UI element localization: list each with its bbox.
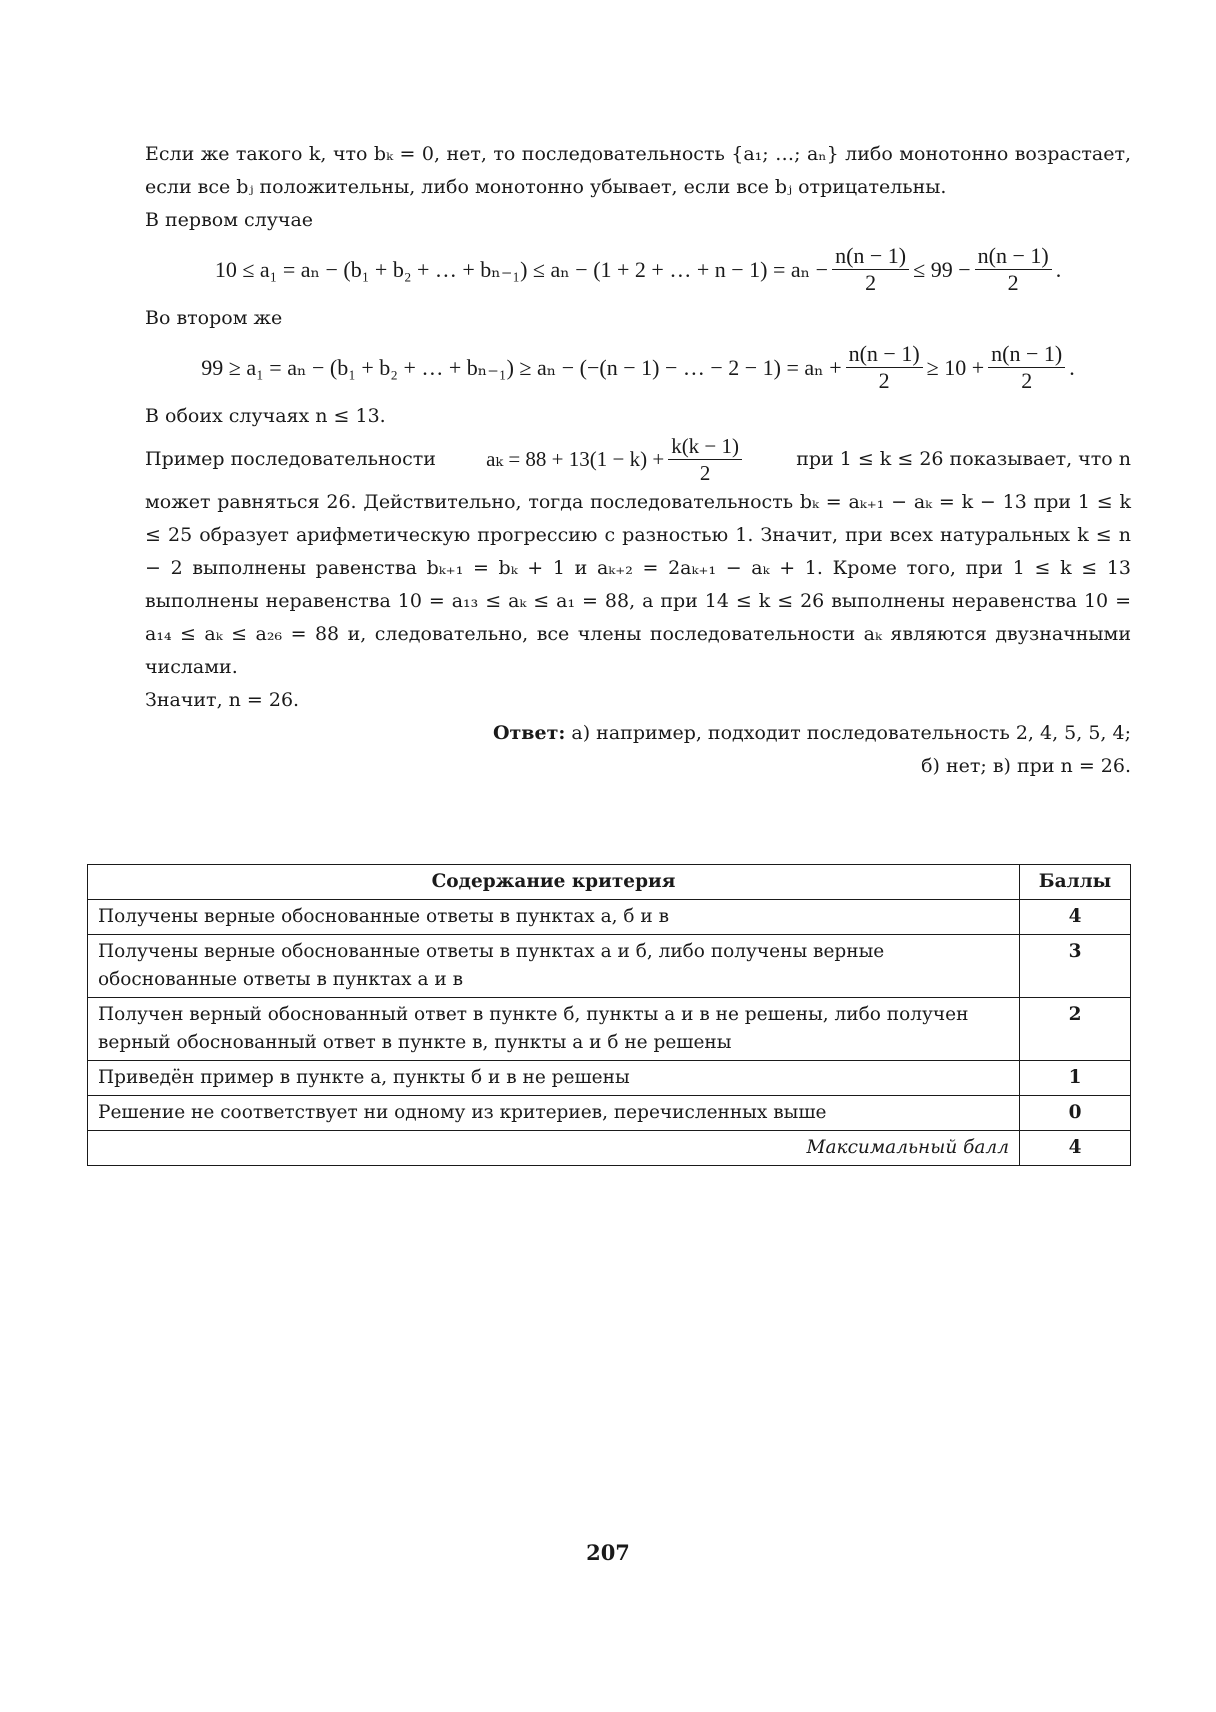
criterion-points: 1 <box>1020 1061 1131 1096</box>
fraction <box>832 243 909 296</box>
fraction-denominator: 2 <box>1021 368 1033 393</box>
formula-second-end: . <box>1069 355 1075 380</box>
formula-first-left: 10 ≤ a₁ = aₙ − (b₁ + b₂ + … + bₙ₋₁) ≤ aₙ − (1 + 2 + … + n − 1) = aₙ − <box>214 257 829 282</box>
criterion-text: Получены верные обоснованные ответы в пунктах а, б и в <box>88 900 1020 935</box>
formula-first-case <box>145 243 1131 296</box>
criteria-table <box>87 864 1131 1166</box>
criterion-text: Получен верный обоснованный ответ в пункте б, пункты а и в не решены, либо получен верный обоснованный ответ в пункте в, пункты а и б не решены <box>88 998 1020 1061</box>
header-points: Баллы <box>1020 865 1131 900</box>
fraction <box>668 433 742 486</box>
criterion-points: 0 <box>1020 1096 1131 1131</box>
example-label: Пример последовательности <box>145 448 436 470</box>
answer-line-2: б) нет; в) при n = 26. <box>921 755 1131 777</box>
solution-text <box>145 138 1131 783</box>
paragraph-both-cases: В обоих случаях n ≤ 13. <box>145 405 386 427</box>
paragraph-first-case: В первом случае <box>145 209 314 231</box>
table-row <box>88 1061 1131 1096</box>
fraction-numerator: n(n − 1) <box>832 243 909 270</box>
table-row <box>88 998 1131 1061</box>
fraction <box>846 341 923 394</box>
criterion-points: 4 <box>1020 900 1131 935</box>
formula-first-mid: ≤ 99 − <box>913 257 971 282</box>
fraction-denominator: 2 <box>1007 270 1019 295</box>
paragraph-verification: может равняться 26. Действительно, тогда последовательность bₖ = aₖ₊₁ − aₖ = k − 13 при 1 ≤ k ≤ 25 образует арифметическую прогрессию с разностью 1. Значит, при всех натуральных k ≤ n − 2 выполнены равенства bₖ₊₁ = bₖ + 1 и aₖ₊₂ = 2aₖ₊₁ − aₖ + 1. Кроме того, при 1 ≤ k ≤ 13 выполнены неравенства 10 = a₁₃ ≤ aₖ ≤ a₁ = 88, а при 14 ≤ k ≤ 26 выполнены неравенства 10 = a₁₄ ≤ aₖ ≤ a₂₆ = 88 и, следовательно, все члены последовательности aₖ являются двузначными числами. <box>145 491 1131 678</box>
fraction-numerator: k(k − 1) <box>668 433 742 460</box>
formula-first-end: . <box>1055 257 1062 282</box>
criterion-points: 2 <box>1020 998 1131 1061</box>
max-score-points: 4 <box>1020 1131 1131 1166</box>
criterion-text: Получены верные обоснованные ответы в пунктах а и б, либо получены верные обоснованные ответы в пунктах а и в <box>88 935 1020 998</box>
table-max-row <box>88 1131 1131 1166</box>
answer-label: Ответ: <box>492 722 566 744</box>
table-row <box>88 1096 1131 1131</box>
example-tail: при 1 ≤ k ≤ 26 показывает, что n <box>796 448 1131 470</box>
fraction-denominator: 2 <box>699 461 711 485</box>
fraction-numerator: n(n − 1) <box>846 341 923 368</box>
fraction <box>988 341 1065 394</box>
example-formula <box>486 433 746 486</box>
fraction-denominator: 2 <box>865 270 877 295</box>
fraction-numerator: n(n − 1) <box>988 341 1065 368</box>
example-formula-text: aₖ = 88 + 13(1 − k) + <box>486 447 665 471</box>
formula-second-left: 99 ≥ a₁ = aₙ − (b₁ + b₂ + … + bₙ₋₁) ≥ aₙ − (−(n − 1) − … − 2 − 1) = aₙ + <box>201 355 842 380</box>
criterion-text: Решение не соответствует ни одному из критериев, перечисленных выше <box>88 1096 1020 1131</box>
page-number: 207 <box>586 1540 630 1565</box>
max-score-label: Максимальный балл <box>88 1131 1020 1166</box>
answer-part-a: а) например, подходит последовательность 2, 4, 5, 5, 4; <box>571 722 1131 744</box>
paragraph-monotonic: Если же такого k, что bₖ = 0, нет, то последовательность {a₁; …; aₙ} либо монотонно возрастает, если все bⱼ положительны, либо монотонно убывает, если все bⱼ отрицательны. <box>145 143 1131 198</box>
criterion-text: Приведён пример в пункте а, пункты б и в не решены <box>88 1061 1020 1096</box>
table-row <box>88 935 1131 998</box>
table-header-row <box>88 865 1131 900</box>
example-sequence-line <box>145 433 1131 486</box>
fraction-numerator: n(n − 1) <box>975 243 1052 270</box>
fraction-denominator: 2 <box>878 368 890 393</box>
fraction <box>975 243 1052 296</box>
header-criterion: Содержание критерия <box>88 865 1020 900</box>
answer-line-1 <box>145 717 1131 750</box>
paragraph-second-case: Во втором же <box>145 307 283 329</box>
criterion-points: 3 <box>1020 935 1131 998</box>
paragraph-conclusion: Значит, n = 26. <box>145 689 300 711</box>
formula-second-case <box>145 341 1131 394</box>
formula-second-mid: ≥ 10 + <box>926 355 985 380</box>
table-row <box>88 900 1131 935</box>
